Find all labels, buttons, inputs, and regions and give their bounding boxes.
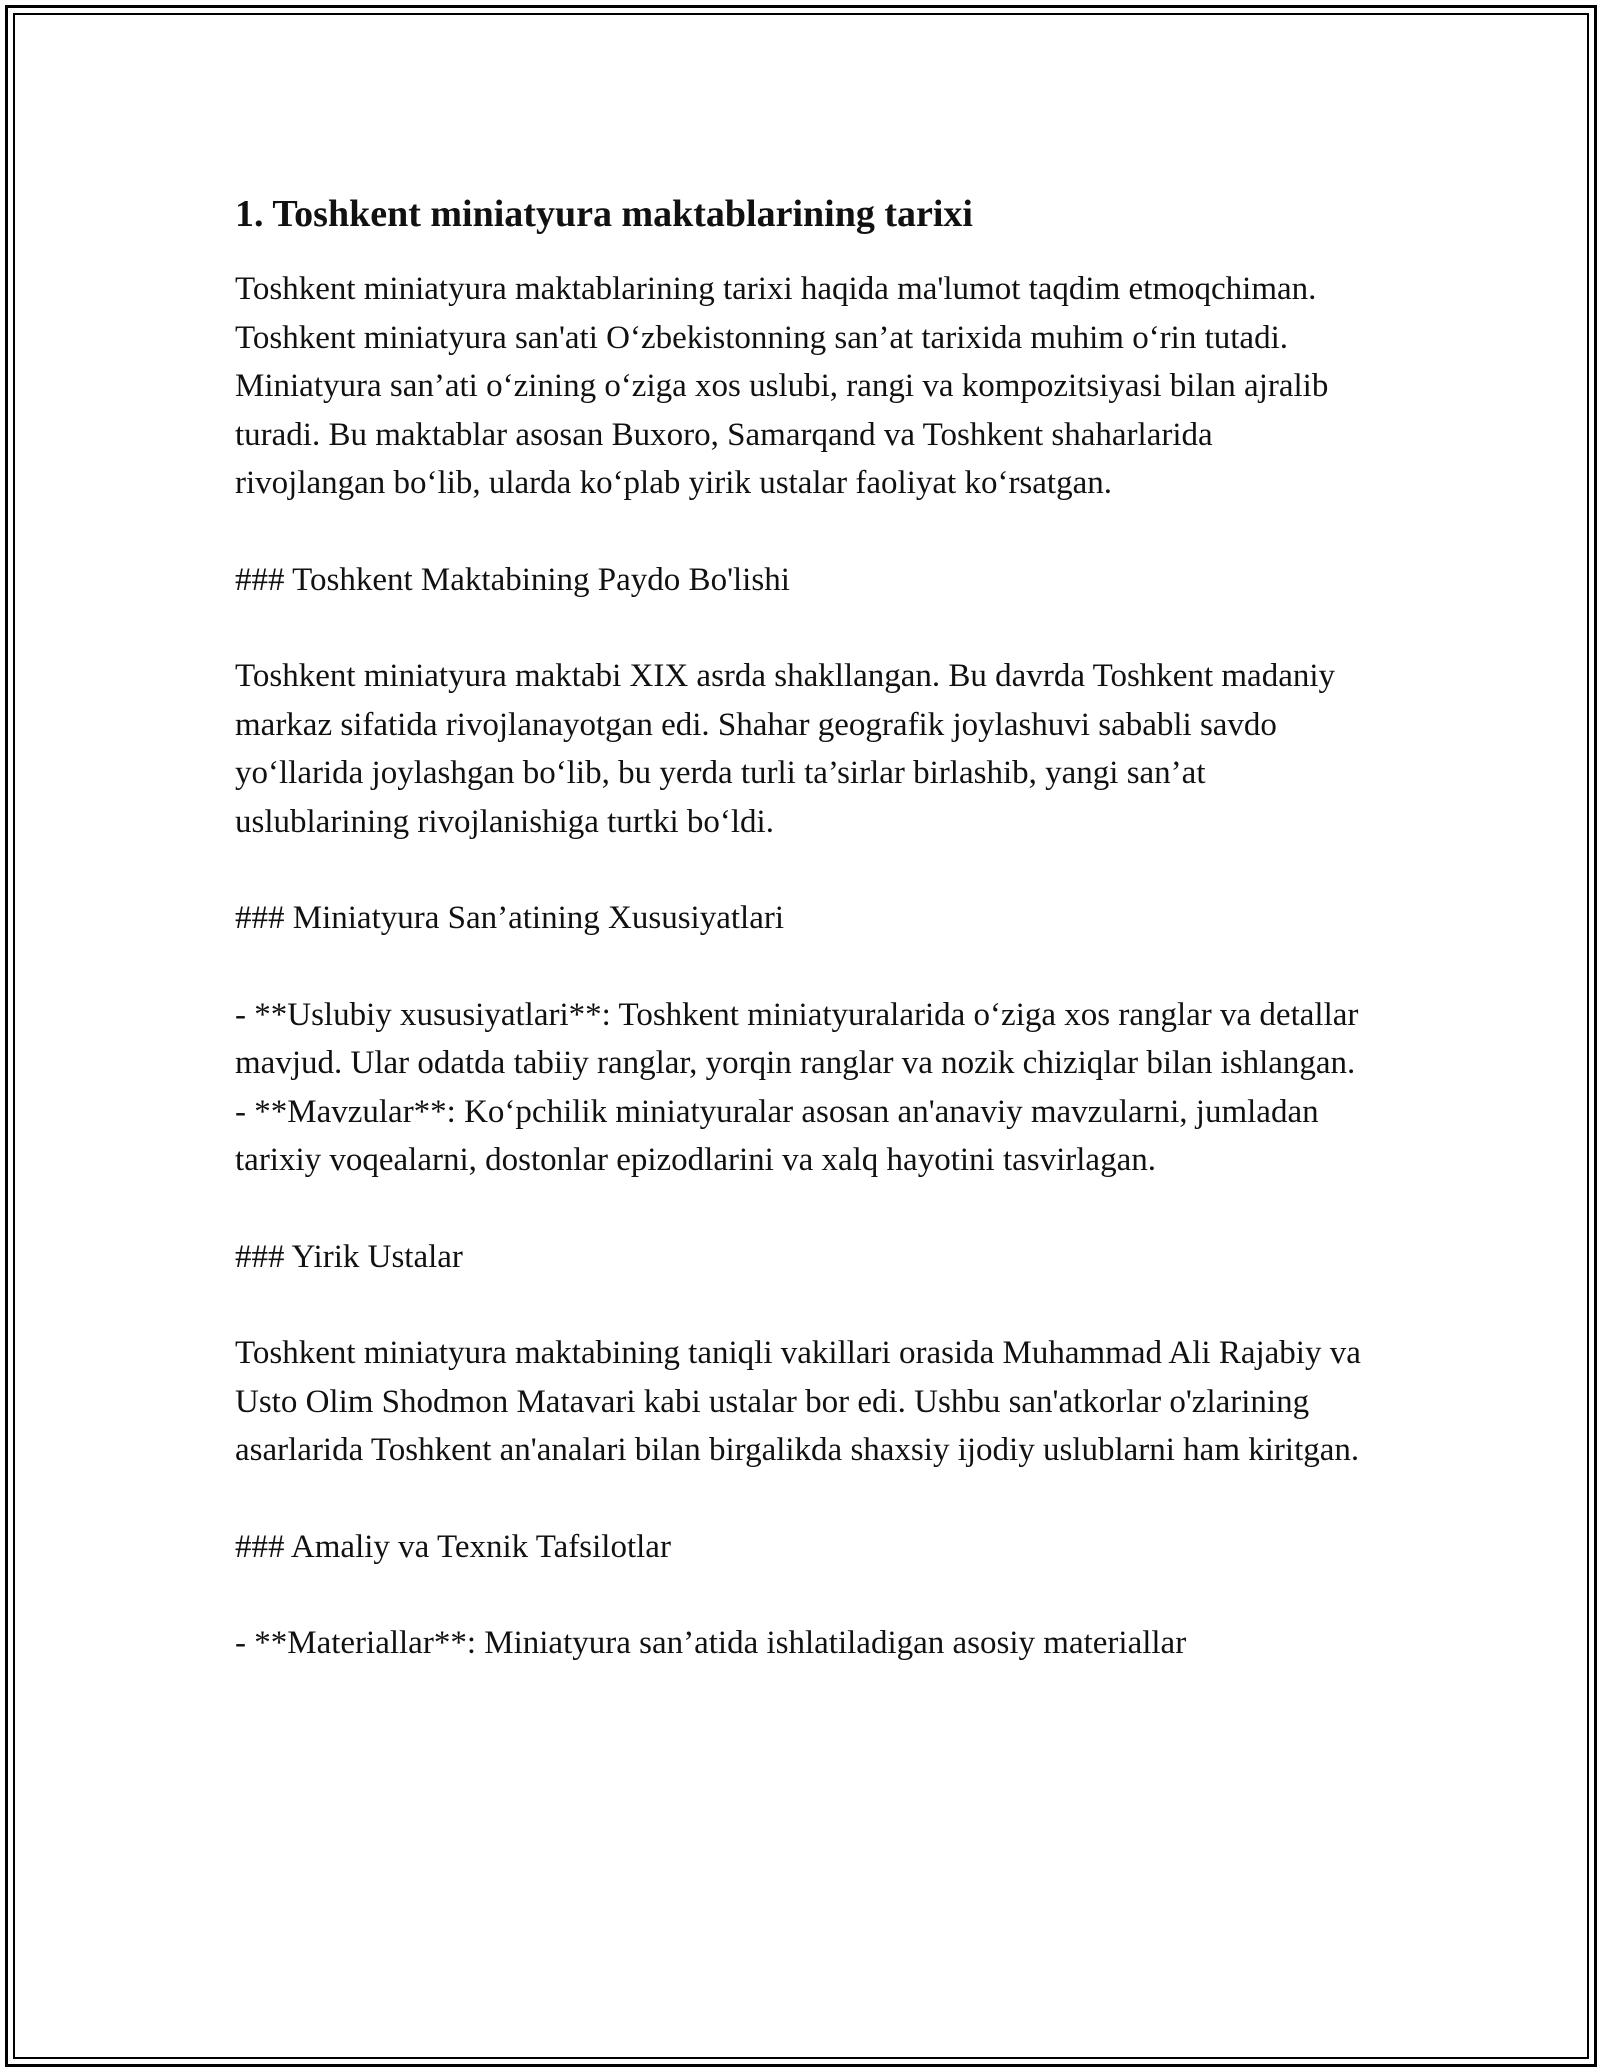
paydo-paragraph: Toshkent miniatyura maktabi XIX asrda shakllangan. Bu davrda Toshkent madaniy markaz sifatida rivojlanayotgan edi. Shahar geografik joylashuvi sababli savdo yo‘llarida joylashgan bo‘lib, bu yerda turli ta’sirlar birlashib, yangi san’at uslublarining rivojlanishiga turtki bo‘ldi.: [235, 658, 1336, 840]
section-heading-xususiyatlar: ### Miniatyura San’atining Xususiyatlari: [235, 900, 784, 936]
document-title: 1. Toshkent miniatyura maktablarining tarixi: [235, 193, 973, 235]
section-heading-amaliy: ### Amaliy va Texnik Tafsilotlar: [235, 1528, 671, 1565]
bullet-materiallar: - **Materiallar**: Miniatyura san’atida ishlatiladigan asosiy materiallar: [235, 1625, 1187, 1661]
bullet-mavzular: - **Mavzular**: Ko‘pchilik miniatyuralar asosan an'anaviy mavzularni, jumladan tarixiy voqealarni, dostonlar epizodlarini va xalq hayotini tasvirlagan.: [235, 1093, 1319, 1178]
bullet-uslubiy: - **Uslubiy xususiyatlari**: Toshkent miniatyuralarida o‘ziga xos ranglar va detallar mavjud. Ular odatda tabiiy ranglar, yorqin ranglar va nozik chiziqlar bilan ishlangan.: [235, 996, 1359, 1081]
intro-paragraph: Toshkent miniatyura maktablarining tarixi haqida ma'lumot taqdim etmoqchiman. Toshkent miniatyura san'ati O‘zbekistonning san’at tarixida muhim o‘rin tutadi. Miniatyura san’ati o‘zining o‘ziga xos uslubi, rangi va kompozitsiyasi bilan ajralib turadi. Bu maktablar asosan Buxoro, Samarqand va Toshkent shaharlarida rivojlangan bo‘lib, ularda ko‘plab yirik ustalar faoliyat ko‘rsatgan.: [235, 271, 1329, 501]
ustalar-paragraph: Toshkent miniatyura maktabining taniqli vakillari orasida Muhammad Ali Rajabiy va Usto Olim Shodmon Matavari kabi ustalar bor edi. Ushbu san'atkorlar o'zlarining asarlarida Toshkent an'analari bilan birgalikda shaxsiy ijodiy uslublarni ham kiritgan.: [235, 1335, 1361, 1468]
document-body: [235, 185, 1370, 1716]
section-heading-paydo: ### Toshkent Maktabining Paydo Bo'lishi: [235, 561, 790, 598]
section-heading-ustalar: ### Yirik Ustalar: [235, 1238, 463, 1275]
